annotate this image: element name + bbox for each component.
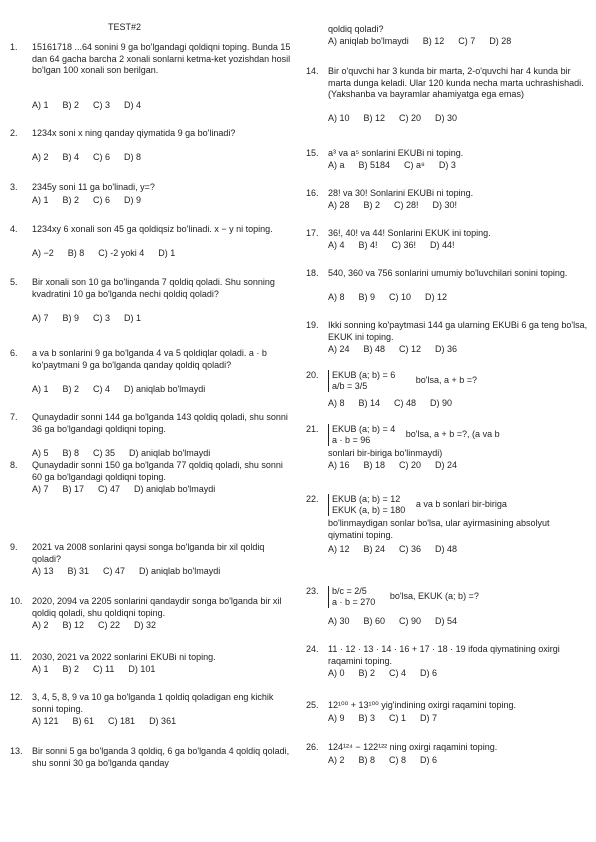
- answer-option[interactable]: C) 11: [93, 664, 115, 674]
- question-text: 2030, 2021 va 2022 sonlarini EKUBi ni toping.: [32, 652, 216, 662]
- equation-system: EKUB (a; b) = 4 a · b = 96: [328, 424, 395, 446]
- answer-option[interactable]: B) 2: [62, 384, 80, 394]
- answer-option[interactable]: C) 181: [108, 716, 136, 726]
- answer-option[interactable]: B) 2: [62, 100, 80, 110]
- answer-option[interactable]: C) 4: [93, 384, 111, 394]
- question-text: Bir sonni 5 ga bo'lganda 3 qoldiq, 6 ga bo'lganda 4 qoldiq qoladi, shu sonni 30 ga bo'lganda qanday: [32, 746, 290, 768]
- answer-option[interactable]: B) 12: [363, 113, 386, 123]
- answer-option[interactable]: D) 12: [425, 292, 448, 302]
- question-number: 13.: [10, 746, 23, 756]
- answer-option[interactable]: A) 13: [32, 566, 54, 576]
- question-text: 11 · 12 · 13 · 14 · 16 + 17 · 18 · 19 ifoda qiymatining oxirgi raqamini toping.: [328, 644, 560, 666]
- question-text: 15161718 ...64 sonini 9 ga bo'lgandagi qoldiqni toping. Bunda 15 dan 64 gacha barcha 2 xonali sonlarni ketma-ket yozishdan hosil bo'lgan 100 xonali son berilgan.: [32, 42, 291, 75]
- answer-options: [32, 620, 170, 632]
- answer-options: [328, 292, 461, 304]
- question-text: Qunaydadir sonni 150 ga bo'lganda 77 qoldiq qoladi, shu sonni 60 ga bo'lgandagi qoldiqni toping.: [32, 460, 283, 482]
- answer-options: A) 0 B) 2 C) 4 D) 6: [328, 668, 438, 678]
- answer-option[interactable]: B) 9: [358, 292, 376, 302]
- question-text: 2345y soni 11 ga bo'linadi, y=?: [32, 182, 155, 192]
- answer-option[interactable]: B) 4!: [358, 240, 378, 250]
- question-number: 7.: [10, 412, 18, 422]
- answer-options: [32, 100, 155, 112]
- answer-option[interactable]: D) 30!: [432, 200, 458, 210]
- answer-option[interactable]: D) 361: [149, 716, 177, 726]
- answer-option[interactable]: A) 1: [32, 664, 49, 674]
- answer-option[interactable]: A) aniqlab bo'lmaydi: [328, 36, 409, 46]
- answer-option[interactable]: C) 47: [103, 566, 126, 576]
- answer-options: [32, 248, 189, 260]
- answer-option[interactable]: D) 28: [489, 36, 512, 46]
- answer-options: [32, 664, 169, 676]
- answer-option[interactable]: B) 12: [422, 36, 445, 46]
- answer-option[interactable]: C) 22: [98, 620, 121, 630]
- question-text: a³ va a⁵ sonlarini EKUBi ni toping.: [328, 148, 464, 158]
- question-number: 15.: [306, 148, 319, 158]
- page-title: TEST#2: [108, 22, 142, 32]
- question-text-2: bo'linmaydigan sonlar bo'lsa, ular ayirmasining absolyut qiymatini toping.: [328, 518, 550, 540]
- answer-option[interactable]: A) 121: [32, 716, 59, 726]
- question-text: Ikki sonning ko'paytmasi 144 ga ularning EKUBi 6 ga teng bo'lsa, EKUK ini toping.: [328, 320, 588, 342]
- question-text: 540, 360 va 756 sonlarini umumiy bo'luvchilari sonini toping.: [328, 268, 568, 278]
- answer-option[interactable]: A) a: [328, 160, 345, 170]
- answer-option[interactable]: A) 7: [32, 484, 49, 494]
- answer-option[interactable]: A) 2: [32, 620, 49, 630]
- answer-options: [32, 313, 155, 325]
- answer-option[interactable]: C) a⁸: [404, 160, 425, 170]
- answer-option[interactable]: D) 3: [438, 160, 456, 170]
- question-number: 16.: [306, 188, 319, 198]
- question-text-2: sonlari bir-biriga bo'linmaydi): [328, 448, 443, 458]
- answer-option[interactable]: D) 1: [124, 313, 142, 323]
- answer-option[interactable]: C) -2 yoki 4: [98, 248, 145, 258]
- question-text: a va b sonlarini 9 ga bo'lganda 4 va 5 qoldiqlar qoladi. a · b ko'paytmani 9 ga bo'lganda qanday qoldiq qoladi?: [32, 348, 267, 370]
- answer-option[interactable]: B) 5184: [358, 160, 391, 170]
- answer-options: [328, 344, 471, 356]
- answer-option[interactable]: A) 2: [32, 152, 49, 162]
- answer-options: [328, 200, 471, 212]
- answer-option[interactable]: A) 8: [328, 292, 345, 302]
- answer-option[interactable]: C) 3: [93, 100, 111, 110]
- question-number: 2.: [10, 128, 18, 138]
- answer-option[interactable]: D) 4: [124, 100, 142, 110]
- answer-option[interactable]: A) 1: [32, 100, 49, 110]
- question-number: 9.: [10, 542, 18, 552]
- question-text: bo'lsa, a + b =?, (a va b: [405, 429, 500, 440]
- answer-option[interactable]: C) 12: [399, 344, 422, 354]
- answer-option[interactable]: B) 2: [363, 200, 381, 210]
- answer-option[interactable]: C) 20: [399, 113, 422, 123]
- answer-options: [32, 566, 234, 578]
- answer-option[interactable]: C) 47: [98, 484, 121, 494]
- answer-options: A) 2 B) 8 C) 8 D) 6: [328, 755, 438, 765]
- answer-option[interactable]: D) aniqlab bo'lmaydi: [129, 448, 211, 458]
- answer-option[interactable]: A) 5: [32, 448, 49, 458]
- answer-option[interactable]: D) 8: [124, 152, 142, 162]
- question-number: 14.: [306, 66, 319, 76]
- question-number: 17.: [306, 228, 319, 238]
- answer-options: [32, 152, 155, 164]
- answer-option[interactable]: D) 32: [134, 620, 157, 630]
- answer-option[interactable]: A) 4: [328, 240, 345, 250]
- answer-options: [32, 195, 155, 207]
- question-text: qoldiq qoladi?: [328, 24, 384, 34]
- answer-options: [32, 484, 229, 496]
- question-text: bo'lsa, EKUK (a; b) =?: [389, 591, 479, 602]
- question-text: 12¹⁰⁰ + 13¹⁰⁰ yig'indining oxirgi raqamini toping.: [328, 700, 516, 710]
- answer-options: [328, 36, 525, 48]
- answer-option[interactable]: D) 44!: [430, 240, 455, 250]
- question-number: 10.: [10, 596, 23, 606]
- question-text: 124¹²⁴ − 122¹²² ning oxirgi raqamini toping.: [328, 742, 498, 752]
- answer-option[interactable]: B) 8: [67, 248, 85, 258]
- answer-options: A) 9 B) 3 C) 1 D) 7: [328, 713, 438, 723]
- answer-option[interactable]: B) 4: [62, 152, 80, 162]
- question-text: bo'lsa, a + b =?: [415, 375, 478, 386]
- question-text: 28! va 30! Sonlarini EKUBi ni toping.: [328, 188, 474, 198]
- question-number: 26.: [306, 742, 319, 752]
- answer-option[interactable]: C) 3: [93, 313, 111, 323]
- question-text: Bir o'quvchi har 3 kunda bir marta, 2-o'quvchi har 4 kunda bir marta dunga keladi. Ular 120 kunda necha marta uchrashishadi. (Yakshanba va bayramlar ahamiyatga ega emas): [328, 66, 584, 99]
- question-text: 36!, 40! va 44! Sonlarini EKUK ini toping.: [328, 228, 491, 238]
- question-number: 23.: [306, 586, 319, 596]
- answer-option[interactable]: D) 30: [435, 113, 458, 123]
- answer-option[interactable]: D) aniqlab bo'lmaydi: [134, 484, 216, 494]
- answer-option[interactable]: C) 6: [93, 195, 111, 205]
- answer-option[interactable]: B) 9: [62, 313, 80, 323]
- question-number: 6.: [10, 348, 18, 358]
- equation-system: EKUB (a; b) = 12 EKUK (a, b) = 180: [328, 494, 405, 516]
- answer-option[interactable]: A) 28: [328, 200, 350, 210]
- question-number: 20.: [306, 370, 319, 380]
- answer-option[interactable]: B) 2: [62, 195, 80, 205]
- answer-options: [328, 160, 470, 172]
- question-number: 21.: [306, 424, 319, 434]
- question-text: a va b sonlari bir-biriga: [415, 499, 507, 510]
- question-number: 5.: [10, 277, 18, 287]
- answer-option[interactable]: D) 36: [435, 344, 458, 354]
- answer-option[interactable]: C) 7: [458, 36, 476, 46]
- question-number: 12.: [10, 692, 23, 702]
- answer-options: [328, 240, 469, 252]
- question-text: 1234x soni x ning qanday qiymatida 9 ga bo'linadi?: [32, 128, 236, 138]
- answer-option[interactable]: D) 1: [158, 248, 176, 258]
- question-number: 24.: [306, 644, 319, 654]
- answer-option[interactable]: C) 10: [389, 292, 412, 302]
- answer-option[interactable]: A) −2: [32, 248, 54, 258]
- answer-options: A) 30 B) 60 C) 90 D) 54: [328, 616, 458, 626]
- question-number: 19.: [306, 320, 319, 330]
- answer-options: [32, 716, 190, 728]
- answer-option[interactable]: B) 48: [363, 344, 386, 354]
- equation-system: b/c = 2/5 a · b = 270: [328, 586, 375, 608]
- answer-option[interactable]: A) 7: [32, 313, 49, 323]
- answer-option[interactable]: D) aniqlab bo'lmaydi: [139, 566, 221, 576]
- answer-option[interactable]: A) 24: [328, 344, 350, 354]
- answer-option[interactable]: B) 12: [62, 620, 85, 630]
- answer-option[interactable]: C) 36!: [391, 240, 417, 250]
- question-number: 3.: [10, 182, 18, 192]
- question-number: 22.: [306, 494, 319, 504]
- question-text: Qunaydadir sonni 144 ga bo'lganda 143 qoldiq qoladi, shu sonni 36 ga bo'lgandagi qoldiqni toping.: [32, 412, 288, 434]
- question-text: 3, 4, 5, 8, 9 va 10 ga bo'lganda 1 qoldiq qoladigan eng kichik sonni toping.: [32, 692, 274, 714]
- answer-option[interactable]: B) 8: [62, 448, 80, 458]
- question-text: Bir xonali son 10 ga bo'linganda 7 qoldiq qoladi. Shu sonning kvadratini 10 ga bo'lganda nechi qoldiq qoladi?: [32, 277, 275, 299]
- question-number: 11.: [10, 652, 22, 662]
- answer-option[interactable]: C) 6: [93, 152, 111, 162]
- question-number: 1.: [10, 42, 18, 52]
- answer-option[interactable]: B) 61: [72, 716, 95, 726]
- question-text: 1234xy 6 xonali son 45 ga qoldiqsiz bo'linadi. x − y ni toping.: [32, 224, 273, 234]
- answer-option[interactable]: A) 1: [32, 195, 49, 205]
- question-number: 4.: [10, 224, 18, 234]
- answer-option[interactable]: A) 1: [32, 384, 49, 394]
- question-number: 25.: [306, 700, 319, 710]
- answer-option[interactable]: B) 17: [62, 484, 85, 494]
- answer-option[interactable]: D) 101: [128, 664, 156, 674]
- equation-system: EKUB (a; b) = 6 a/b = 3/5: [328, 370, 395, 392]
- answer-option[interactable]: D) aniqlab bo'lmaydi: [124, 384, 206, 394]
- answer-options: A) 16 B) 18 C) 20 D) 24: [328, 460, 458, 470]
- question-text: 2021 va 2008 sonlarini qaysi songa bo'lganda bir xil qoldiq qoladi?: [32, 542, 265, 564]
- answer-option[interactable]: D) 9: [124, 195, 142, 205]
- answer-options: A) 12 B) 24 C) 36 D) 48: [328, 544, 458, 554]
- question-number: 8.: [10, 460, 18, 470]
- answer-option[interactable]: A) 10: [328, 113, 350, 123]
- answer-options: A) 8 B) 14 C) 48 D) 90: [328, 398, 453, 408]
- answer-options: [328, 113, 471, 125]
- answer-option[interactable]: C) 28!: [394, 200, 419, 210]
- answer-options: [32, 384, 219, 396]
- answer-option[interactable]: B) 2: [62, 664, 80, 674]
- answer-option[interactable]: C) 35: [93, 448, 116, 458]
- question-text: 2020, 2094 va 2205 sonlarini qandaydir songa bo'lganda bir xil qoldiq qoladi, shu qoldiqni toping.: [32, 596, 282, 618]
- answer-option[interactable]: B) 31: [67, 566, 90, 576]
- question-number: 18.: [306, 268, 319, 278]
- answer-options: [32, 448, 224, 460]
